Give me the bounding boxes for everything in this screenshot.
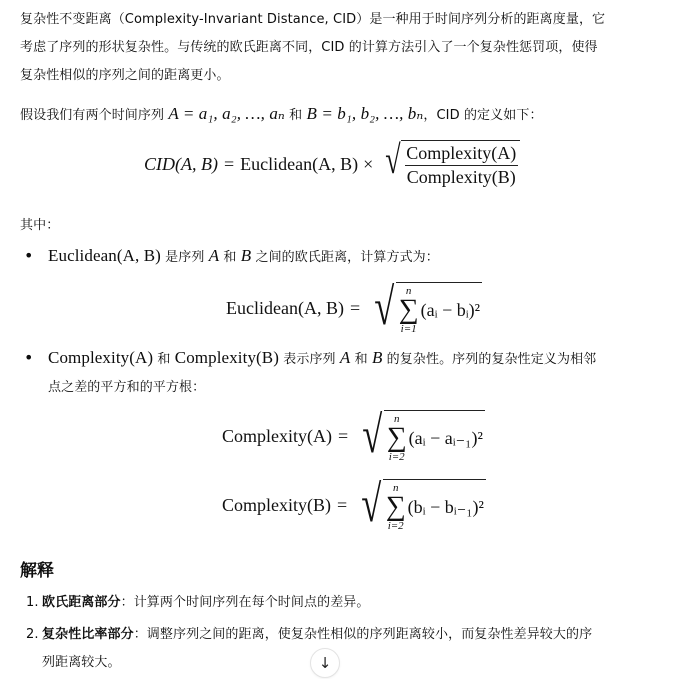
- explain-item-1: 1. 欧氏距离部分：计算两个时间序列在每个时间点的差异。: [26, 595, 370, 610]
- bullet-complexity: • Complexity(A) 和 Complexity(B) 表示序列 A 和 B 的复杂性。序列的复杂性定义为相邻 点之差的平方和的平方根：: [20, 344, 660, 402]
- bullet-dot: •: [24, 246, 34, 265]
- bullet-euclidean: • Euclidean(A, B) 是序列 A 和 B 之间的欧氏距离，计算方式为：: [20, 242, 660, 272]
- bullet-dot: •: [24, 348, 34, 367]
- where-label: 其中：: [20, 218, 60, 233]
- complexity-ratio: $\frac{\text{Complexity(A)}}{\text{Complexity(B)}}$: [406, 143, 517, 187]
- explain-item-2: 2. 复杂性比率部分：调整序列之间的距离，使复杂性相似的序列距离较小，而复杂性差异较大的序 列距离较大。: [26, 627, 593, 670]
- summation: n ∑ i=1: [398, 285, 419, 335]
- section-heading-explain: 解释: [20, 561, 54, 581]
- euclidean-formula: Euclidean(A, B) = √ n ∑ i=1 (aᵢ − bᵢ)²: [226, 279, 481, 336]
- arrow-down-icon: ↓: [318, 654, 332, 672]
- complexity-b-formula: Complexity(B) = √ n ∑ i=2 (bᵢ − bᵢ₋₁)²: [222, 476, 484, 533]
- cid-formula: CID(A, B) = Euclidean(A, B) × √ $\frac{\text{Complexity(A)}}{\text{Complexity(B)}}$: [144, 140, 520, 188]
- square-root: √ $\frac{\text{Complexity(A)}}{\text{Complexity(B)}}$: [382, 140, 520, 188]
- sequence-a: A = a₁, a₂, …, aₙ: [168, 104, 285, 123]
- intro-paragraph: 复杂性不变距离（Complexity-Invariant Distance, CID）是一种用于时间序列分析的距离度量，它 考虑了序列的形状复杂性。与传统的欧氏距离不同，CID 的计算方法引入了一个复杂性惩罚项，使得 复杂性相似的序列之间的距离更小。: [20, 12, 606, 83]
- summation: n ∑ i=2: [386, 413, 407, 463]
- sequence-b: B = b₁, b₂, …, bₙ: [306, 104, 424, 123]
- scroll-to-bottom-button[interactable]: [310, 648, 340, 678]
- summation: n ∑ i=2: [385, 482, 406, 532]
- complexity-a-formula: Complexity(A) = √ n ∑ i=2 (aᵢ − aᵢ₋₁)²: [222, 407, 483, 464]
- assume-paragraph: 假设我们有两个时间序列 A = a₁, a₂, …, aₙ 和 B = b₁, b₂, …, bₙ，CID 的定义如下：: [20, 104, 543, 123]
